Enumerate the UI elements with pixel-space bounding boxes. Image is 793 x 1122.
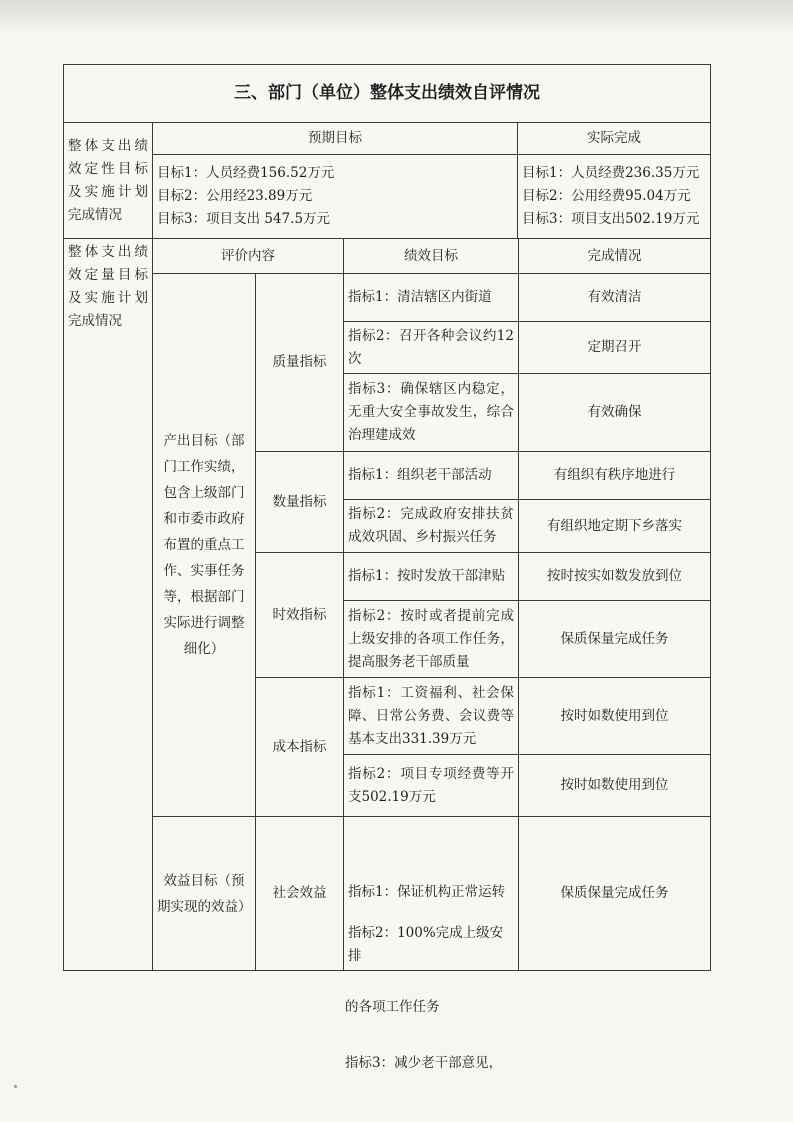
target-cell: 指标2：项目专项经费等开支502.19万元: [344, 755, 519, 817]
target-cell: 指标1：清洁辖区内街道: [344, 274, 519, 322]
target-cell: 指标3：确保辖区内稳定，无重大安全事故发生，综合治理建成效: [344, 374, 519, 452]
completion-cell: 有效清洁: [519, 274, 711, 322]
actual-goals: [518, 155, 711, 239]
category-social-benefit: 社会效益: [256, 817, 344, 971]
performance-table: [63, 64, 711, 971]
benefit-target-group: 效益目标（预期实现的效益）: [153, 817, 256, 971]
scan-top-shade: [0, 0, 793, 34]
qualitative-section-label: 整体支出绩效定性目标及实施计划完成情况: [64, 123, 153, 239]
planned-header: 预期目标: [153, 123, 518, 155]
target-cell: 指标2：召开各种会议约12次: [344, 322, 519, 374]
actual-goal-1: 目标1：人员经费236.35万元: [522, 165, 700, 181]
scan-speck: [14, 1085, 17, 1088]
target-cell: 指标1：保证机构正常运转: [344, 875, 519, 911]
target-cell: 指标1：工资福利、社会保障、日常公务费、会议费等基本支出331.39万元: [344, 678, 519, 755]
completion-cell: 按时如数使用到位: [519, 678, 711, 755]
header-completion: 完成情况: [519, 239, 711, 274]
completion-cell: 保质保量完成任务: [519, 601, 711, 678]
completion-cell: 按时如数使用到位: [519, 755, 711, 817]
planned-goal-3: 目标3：项目支出 547.5万元: [157, 211, 331, 227]
target-cell: 指标2：100%完成上级安排: [344, 911, 519, 971]
output-target-group: 产出目标（部门工作实绩，包含上级部门和市委市政府布置的重点工作、实事任务等，根据部门实际进行调整细化）: [153, 274, 256, 817]
category-quality: 质量指标: [256, 274, 344, 452]
actual-header: 实际完成: [518, 123, 711, 155]
actual-goal-3: 目标3：项目支出502.19万元: [522, 211, 700, 227]
target-cell: 指标1：组织老干部活动: [344, 452, 519, 500]
overflow-text-line: 的各项工作任务: [345, 999, 440, 1015]
completion-cell: 有组织地定期下乡落实: [519, 500, 711, 553]
table-title: 三、部门（单位）整体支出绩效自评情况: [64, 65, 711, 123]
target-cell: 指标2：按时或者提前完成上级安排的各项工作任务，提高服务老干部质量: [344, 601, 519, 678]
completion-cell: 按时按实如数发放到位: [519, 553, 711, 601]
planned-goals: [153, 155, 518, 239]
header-performance-target: 绩效目标: [344, 239, 519, 274]
header-evaluation-content: 评价内容: [153, 239, 344, 274]
planned-goal-1: 目标1：人员经费156.52万元: [157, 165, 335, 181]
target-cell: 指标1：按时发放干部津贴: [344, 553, 519, 601]
overflow-text-line: 指标3：减少老干部意见，: [345, 1055, 503, 1071]
target-cell: 指标2：完成政府安排扶贫成效巩固、乡村振兴任务: [344, 500, 519, 553]
category-quantity: 数量指标: [256, 452, 344, 553]
completion-cell: 定期召开: [519, 322, 711, 374]
category-timeliness: 时效指标: [256, 553, 344, 678]
planned-goal-2: 目标2：公用经23.89万元: [157, 188, 313, 204]
category-cost: 成本指标: [256, 678, 344, 817]
completion-cell: 有效确保: [519, 374, 711, 452]
quantitative-section-label: 整体支出绩效定量目标及实施计划完成情况: [64, 239, 153, 971]
actual-goal-2: 目标2：公用经费95.04万元: [522, 188, 691, 204]
completion-cell: 保质保量完成任务: [519, 817, 711, 971]
completion-cell: 有组织有秩序地进行: [519, 452, 711, 500]
